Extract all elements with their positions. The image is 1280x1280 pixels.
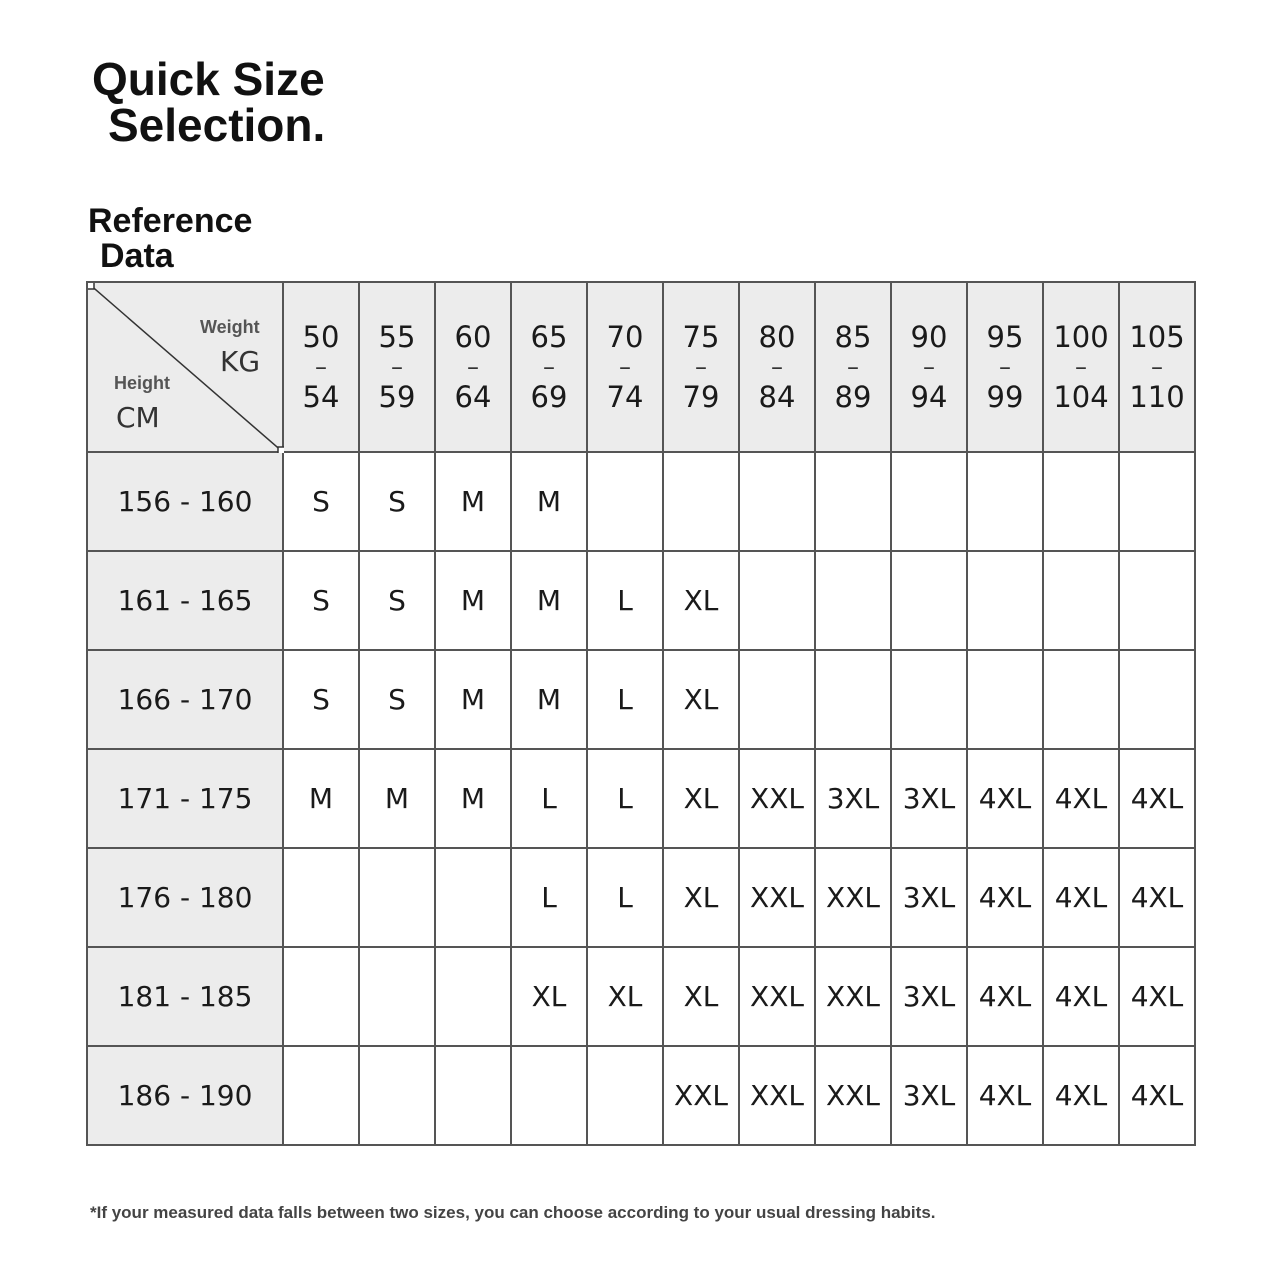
weight-range-from: 70	[606, 320, 644, 354]
size-cell: 3XL	[891, 947, 967, 1046]
table-row	[87, 650, 1195, 749]
weight-range-from: 105	[1129, 320, 1185, 354]
weight-range-from: 85	[834, 320, 872, 354]
size-cell	[967, 650, 1043, 749]
weight-range-from: 90	[910, 320, 948, 354]
size-cell	[359, 947, 435, 1046]
size-cell: L	[587, 551, 663, 650]
height-range-cell: 171 - 175	[87, 749, 283, 848]
weight-range-dash: –	[619, 353, 631, 381]
section-subtitle-line-1: Reference	[88, 202, 253, 240]
size-cell: M	[359, 749, 435, 848]
size-cell: S	[283, 551, 359, 650]
size-cell: 3XL	[815, 749, 891, 848]
size-cell: XXL	[739, 848, 815, 947]
height-range-cell: 166 - 170	[87, 650, 283, 749]
size-cell: L	[587, 650, 663, 749]
corner-handle-bottom-right	[278, 447, 284, 453]
size-cell: 4XL	[1043, 1046, 1119, 1145]
weight-range-dash: –	[1151, 353, 1163, 381]
weight-range-to: 74	[606, 380, 644, 414]
weight-range-to: 79	[682, 380, 720, 414]
weight-unit: KG	[220, 345, 261, 378]
weight-range-dash: –	[847, 353, 859, 381]
size-cell	[739, 650, 815, 749]
weight-range-to: 99	[986, 380, 1024, 414]
size-cell	[739, 551, 815, 650]
size-cell: XXL	[739, 749, 815, 848]
weight-range-header	[891, 282, 967, 452]
size-cell	[587, 452, 663, 551]
height-range-cell: 156 - 160	[87, 452, 283, 551]
size-cell	[435, 947, 511, 1046]
size-cell: M	[511, 650, 587, 749]
size-cell: XL	[663, 749, 739, 848]
table-row	[87, 1046, 1195, 1145]
corner-header-cell	[87, 282, 283, 452]
size-cell	[1119, 650, 1195, 749]
size-cell	[435, 1046, 511, 1145]
weight-range-header	[283, 282, 359, 452]
weight-range-to: 64	[454, 380, 492, 414]
weight-range-to: 59	[378, 380, 416, 414]
size-cell: XXL	[739, 1046, 815, 1145]
height-range-cell: 176 - 180	[87, 848, 283, 947]
weight-range-dash: –	[771, 353, 783, 381]
weight-range-from: 95	[986, 320, 1024, 354]
size-cell: XXL	[815, 848, 891, 947]
size-cell: L	[587, 749, 663, 848]
weight-range-to: 69	[530, 380, 568, 414]
size-cell: S	[359, 551, 435, 650]
size-cell	[1043, 452, 1119, 551]
section-subtitle-line-2: Data	[100, 237, 174, 275]
size-cell	[1043, 650, 1119, 749]
size-cell	[967, 551, 1043, 650]
size-cell: 4XL	[1043, 749, 1119, 848]
table-row	[87, 749, 1195, 848]
weight-range-header	[967, 282, 1043, 452]
weight-range-dash: –	[923, 353, 935, 381]
size-cell	[815, 650, 891, 749]
footnote: *If your measured data falls between two sizes, you can choose according to your usual dressing habits.	[90, 1203, 936, 1222]
size-cell	[1119, 452, 1195, 551]
weight-label: Weight	[200, 317, 260, 337]
weight-range-dash: –	[467, 353, 479, 381]
table-row	[87, 848, 1195, 947]
size-cell: M	[435, 749, 511, 848]
size-cell: M	[511, 551, 587, 650]
size-cell	[663, 452, 739, 551]
size-cell: L	[511, 749, 587, 848]
size-cell: 4XL	[1043, 848, 1119, 947]
weight-range-to: 94	[910, 380, 948, 414]
size-cell: XL	[587, 947, 663, 1046]
size-cell	[359, 848, 435, 947]
size-cell: 3XL	[891, 848, 967, 947]
size-cell	[1119, 551, 1195, 650]
weight-range-from: 75	[682, 320, 720, 354]
page-title-line-1: Quick Size	[92, 53, 325, 105]
size-cell: 4XL	[967, 749, 1043, 848]
size-cell: S	[359, 452, 435, 551]
size-cell: S	[283, 452, 359, 551]
page-title-line-2: Selection.	[108, 99, 326, 151]
size-cell: 4XL	[1119, 947, 1195, 1046]
weight-range-from: 65	[530, 320, 568, 354]
size-cell: 4XL	[1119, 848, 1195, 947]
size-cell: XXL	[663, 1046, 739, 1145]
weight-header-row	[87, 282, 1195, 452]
height-range-cell: 181 - 185	[87, 947, 283, 1046]
weight-range-dash: –	[391, 353, 403, 381]
weight-range-dash: –	[999, 353, 1011, 381]
size-cell: 4XL	[967, 947, 1043, 1046]
size-cell	[815, 452, 891, 551]
weight-range-dash: –	[315, 353, 327, 381]
size-cell: XXL	[815, 1046, 891, 1145]
size-cell: 4XL	[1119, 749, 1195, 848]
weight-range-from: 100	[1053, 320, 1109, 354]
height-range-cell: 161 - 165	[87, 551, 283, 650]
size-chart-body	[87, 452, 1195, 1145]
weight-range-from: 60	[454, 320, 492, 354]
weight-range-header	[359, 282, 435, 452]
size-cell: M	[435, 551, 511, 650]
weight-range-header	[511, 282, 587, 452]
size-cell: S	[359, 650, 435, 749]
size-cell: 3XL	[891, 749, 967, 848]
table-row	[87, 551, 1195, 650]
size-cell	[891, 452, 967, 551]
size-cell: 4XL	[1119, 1046, 1195, 1145]
size-cell	[283, 848, 359, 947]
size-cell: S	[283, 650, 359, 749]
size-cell: L	[511, 848, 587, 947]
corner-handle-top-left	[88, 283, 94, 289]
weight-range-header	[663, 282, 739, 452]
weight-range-header	[815, 282, 891, 452]
page-title	[92, 53, 432, 151]
size-cell: 4XL	[1043, 947, 1119, 1046]
weight-range-header	[739, 282, 815, 452]
size-cell	[283, 947, 359, 1046]
size-chart-table	[86, 281, 1196, 1146]
weight-range-dash: –	[543, 353, 555, 381]
weight-range-from: 80	[758, 320, 796, 354]
size-cell: XL	[511, 947, 587, 1046]
weight-range-header	[587, 282, 663, 452]
size-cell: M	[511, 452, 587, 551]
size-cell	[359, 1046, 435, 1145]
size-cell: XL	[663, 551, 739, 650]
size-cell: 4XL	[967, 1046, 1043, 1145]
size-cell	[283, 1046, 359, 1145]
size-cell	[435, 848, 511, 947]
size-cell	[587, 1046, 663, 1145]
size-cell	[815, 551, 891, 650]
weight-range-from: 50	[302, 320, 340, 354]
height-range-cell: 186 - 190	[87, 1046, 283, 1145]
table-row	[87, 452, 1195, 551]
size-cell	[891, 650, 967, 749]
size-cell: XL	[663, 650, 739, 749]
size-cell: 4XL	[967, 848, 1043, 947]
weight-range-from: 55	[378, 320, 416, 354]
size-cell	[739, 452, 815, 551]
size-cell: M	[435, 452, 511, 551]
size-cell: XL	[663, 848, 739, 947]
weight-range-to: 110	[1129, 380, 1185, 414]
size-cell: L	[587, 848, 663, 947]
section-subtitle	[88, 204, 252, 274]
weight-range-to: 104	[1053, 380, 1109, 414]
size-cell	[891, 551, 967, 650]
weight-range-header	[435, 282, 511, 452]
weight-range-header	[1119, 282, 1195, 452]
weight-range-dash: –	[1075, 353, 1087, 381]
height-label: Height	[114, 373, 170, 393]
weight-range-header	[1043, 282, 1119, 452]
table-row	[87, 947, 1195, 1046]
size-cell	[967, 452, 1043, 551]
size-cell: XL	[663, 947, 739, 1046]
weight-range-to: 54	[302, 380, 340, 414]
size-cell: XXL	[739, 947, 815, 1046]
size-cell: XXL	[815, 947, 891, 1046]
size-cell: M	[283, 749, 359, 848]
height-unit: CM	[116, 401, 160, 434]
weight-range-to: 89	[834, 380, 872, 414]
size-cell	[511, 1046, 587, 1145]
size-cell: M	[435, 650, 511, 749]
weight-range-dash: –	[695, 353, 707, 381]
size-cell: 3XL	[891, 1046, 967, 1145]
weight-range-to: 84	[758, 380, 796, 414]
size-cell	[1043, 551, 1119, 650]
